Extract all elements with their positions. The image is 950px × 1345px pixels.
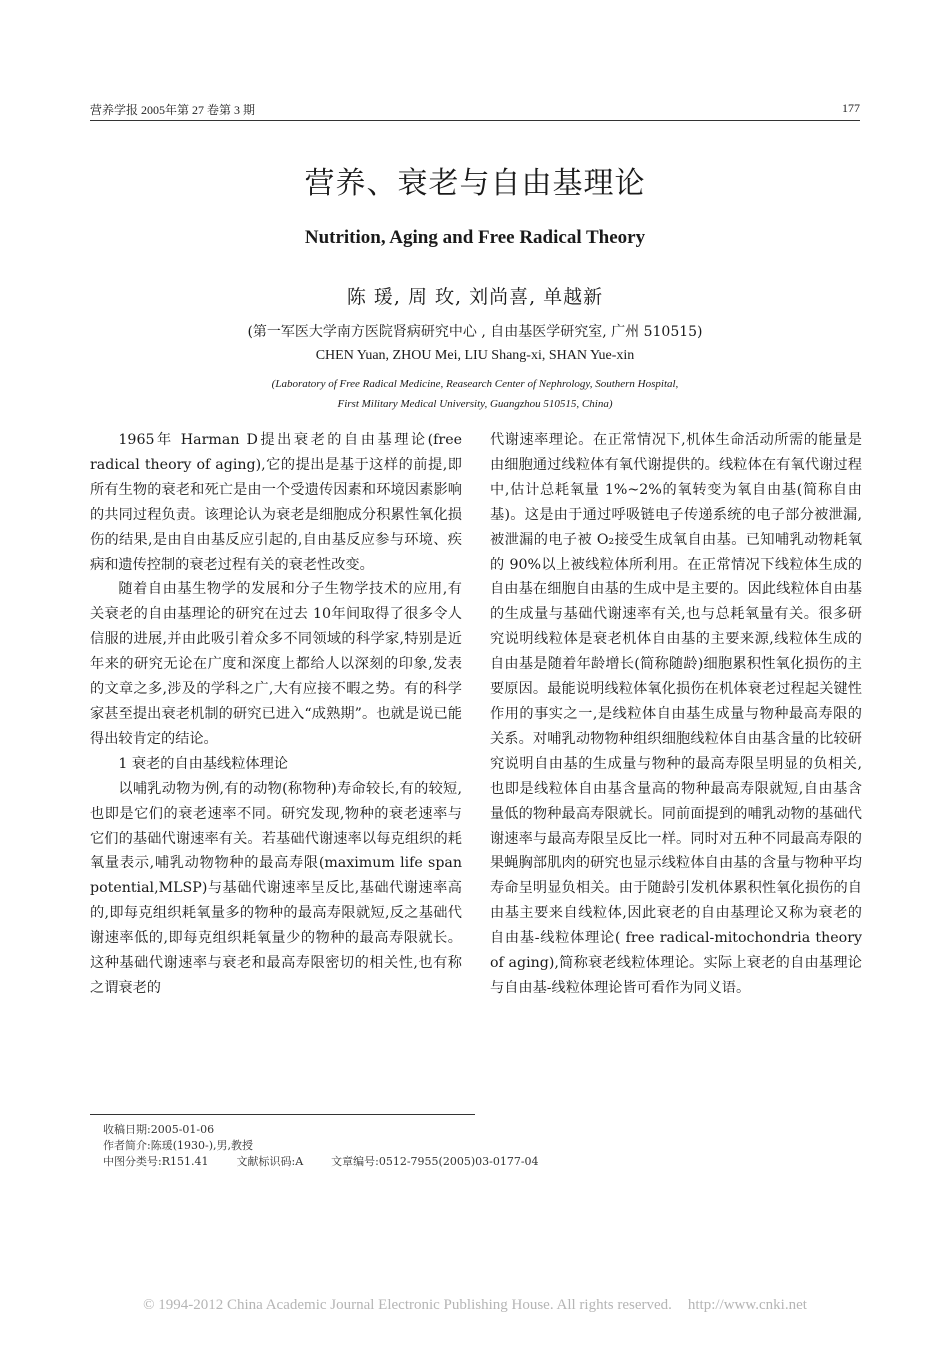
copyright-text: © 1994-2012 China Academic Journal Electronic Publishing House. All rights reserved.	[143, 1297, 672, 1313]
affiliation-english	[0, 374, 950, 414]
authors-english: CHEN Yuan, ZHOU Mei, LIU Shang-xi, SHAN Yue-xin	[315, 348, 635, 363]
journal-header: 营养学报 2005年第 27 卷第 3 期	[90, 103, 256, 117]
footnote-clc: 中图分类号:R151.41	[103, 1155, 209, 1168]
title-chinese: 营养、衰老与自由基理论	[304, 166, 646, 201]
paragraph-mitochondria: 代谢速率理论。在正常情况下,机体生命活动所需的能量是由细胞通过线粒体有氧代谢提供的。线粒体在有氧代谢过程中,估计总耗氧量 1%~2%的氧转变为氧自由基(简称自由基)。这是由于通过呼吸链电子传递系统的电子部分被泄漏,被泄漏的电子被 O₂接受生成氧自由基。已知哺乳动物耗氧的 90%以上被线粒体所利用。在正常情况下线粒体生成的自由基在细胞自由基的生成中是主要的。因此线粒体自由基的生成量与基础代谢速率有关,也与总耗氧量有关。很多研究说明线粒体是衰老机体自由基的主要来源,线粒体生成的自由基是随着年龄增长(简称随龄)细胞累积性氧化损伤的主要原因。最能说明线粒体氧化损伤在机体衰老过程起关键性作用的事实之一,是线粒体自由基生成量与物种最高寿限的关系。对哺乳动物物种组织细胞线粒体自由基含量的比较研究说明自由基的生成量与物种的最高寿限呈明显的负相关,也即是线粒体自由基含量高的物种最高寿限就短,自由基含量低的物种最高寿限就长。同前面提到的哺乳动物的基础代谢速率与最高寿限呈反比一样。同时对五种不同最高寿限的果蝇胸部肌肉的研究也显示线粒体自由基的含量与物种平均寿命呈明显负相关。由于随龄引发机体累积性氧化损伤的自由基主要来自线粒体,因此衰老的自由基理论又称为衰老的自由基-线粒体理论( free radical-mitochondria theory of aging),简称衰老线粒体理论。实际上衰老的自由基理论与自由基-线粒体理论皆可看作为同义语。	[490, 432, 862, 996]
authors-chinese: 陈 瑗, 周 玫, 刘尚喜, 单越新	[346, 286, 604, 308]
body-column-left	[90, 428, 462, 1001]
footnote-doc-code: 文献标识码:A	[236, 1155, 304, 1168]
copyright-footer	[0, 1297, 950, 1314]
section-heading-1: 1 衰老的自由基线粒体理论	[118, 755, 288, 772]
copyright-url[interactable]: http://www.cnki.net	[687, 1297, 807, 1313]
affiliation-english-line1: (Laboratory of Free Radical Medicine, Reasearch Center of Nephrology, Southern Hospital,	[271, 378, 679, 390]
body-column-right	[490, 428, 862, 1001]
footnote-received: 收稿日期:2005-01-06	[103, 1123, 215, 1136]
footnote-author-bio: 作者简介:陈瑗(1930-),男,教授	[103, 1139, 253, 1152]
page-number: 177	[842, 101, 860, 115]
paragraph-metabolic-rate: 以哺乳动物为例,有的动物(称物种)寿命较长,有的较短,也即是它们的衰老速率不同。研究发现,物种的衰老速率与它们的基础代谢速率有关。若基础代谢速率以每克组织的耗氧量表示,哺乳动物物种的最高寿限(maximum life span potential,MLSP)与基础代谢速率呈反比,基础代谢速率高的,即每克组织耗氧量多的物种的最高寿限就短,反之基础代谢速率低的,即每克组织耗氧量少的物种的最高寿限就长。这种基础代谢速率与衰老和最高寿限密切的相关性,也有称之谓衰老的	[90, 780, 462, 996]
paragraph-intro: 1965年 Harman D提出衰老的自由基理论(free radical theory of aging),它的提出是基于这样的前提,即所有生物的衰老和死亡是由一个受遗传因素和环境因素影响的共同过程负责。该理论认为衰老是细胞成分积累性氧化损伤的结果,是由自由基反应引起的,自由基反应参与环境、疾病和遗传控制的衰老过程有关的衰老性改变。	[90, 432, 462, 573]
title-english: Nutrition, Aging and Free Radical Theory	[304, 227, 646, 248]
footnotes	[103, 1122, 539, 1170]
footnote-article-no: 文章编号:0512-7955(2005)03-0177-04	[331, 1155, 539, 1168]
header-rule	[90, 120, 860, 121]
affiliation-chinese: (第一军医大学南方医院肾病研究中心 , 自由基医学研究室, 广州 510515)	[247, 324, 703, 340]
footnote-rule	[90, 1114, 475, 1115]
paragraph-research-progress: 随着自由基生物学的发展和分子生物学技术的应用,有关衰老的自由基理论的研究在过去 10年间取得了很多令人信服的进展,并由此吸引着众多不同领域的科学家,特别是近年来的研究无论在广度和深度上都给人以深刻的印象,发表的文章之多,涉及的学科之广,大有应接不暇之势。有的科学家甚至提出衰老机制的研究已进入“成熟期”。也就是说已能得出较肯定的结论。	[90, 581, 462, 747]
affiliation-english-line2: First Military Medical University, Guangzhou 510515, China)	[337, 398, 613, 410]
footnote-classification	[103, 1154, 539, 1170]
